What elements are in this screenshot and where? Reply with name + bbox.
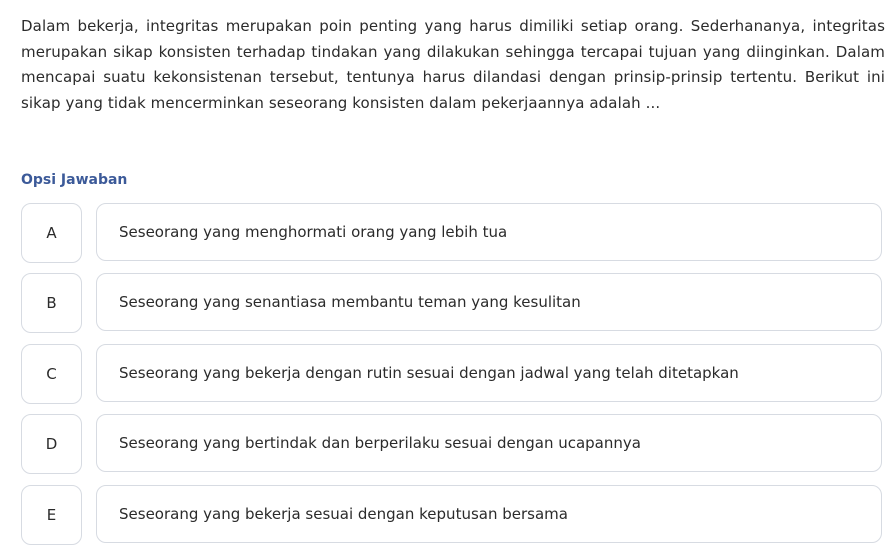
options-heading: Opsi Jawaban bbox=[21, 172, 128, 188]
option-letter[interactable]: B bbox=[21, 273, 82, 333]
option-c[interactable] bbox=[21, 344, 885, 404]
option-letter[interactable]: C bbox=[21, 344, 82, 404]
option-letter[interactable]: E bbox=[21, 485, 82, 545]
option-d[interactable] bbox=[21, 414, 885, 474]
option-a[interactable] bbox=[21, 203, 885, 263]
option-b[interactable] bbox=[21, 273, 885, 333]
option-text[interactable]: Seseorang yang senantiasa membantu teman yang kesulitan bbox=[96, 273, 882, 331]
option-letter[interactable]: A bbox=[21, 203, 82, 263]
option-text[interactable]: Seseorang yang bekerja dengan rutin sesuai dengan jadwal yang telah ditetapkan bbox=[96, 344, 882, 402]
option-letter[interactable]: D bbox=[21, 414, 82, 474]
option-e[interactable] bbox=[21, 485, 885, 545]
option-text[interactable]: Seseorang yang bekerja sesuai dengan keputusan bersama bbox=[96, 485, 882, 543]
option-text[interactable]: Seseorang yang menghormati orang yang lebih tua bbox=[96, 203, 882, 261]
question-text: Dalam bekerja, integritas merupakan poin penting yang harus dimiliki setiap orang. Sederhananya, integritas merupakan sikap konsisten terhadap tindakan yang dilakukan sehingga tercapai tujuan yang diinginkan. Dalam mencapai suatu kekonsistenan tersebut, tentunya harus dilandasi dengan prinsip-prinsip tertentu. Berikut ini sikap yang tidak mencerminkan seseorang konsisten dalam pekerjaannya adalah ... bbox=[21, 17, 885, 112]
option-text[interactable]: Seseorang yang bertindak dan berperilaku sesuai dengan ucapannya bbox=[96, 414, 882, 472]
